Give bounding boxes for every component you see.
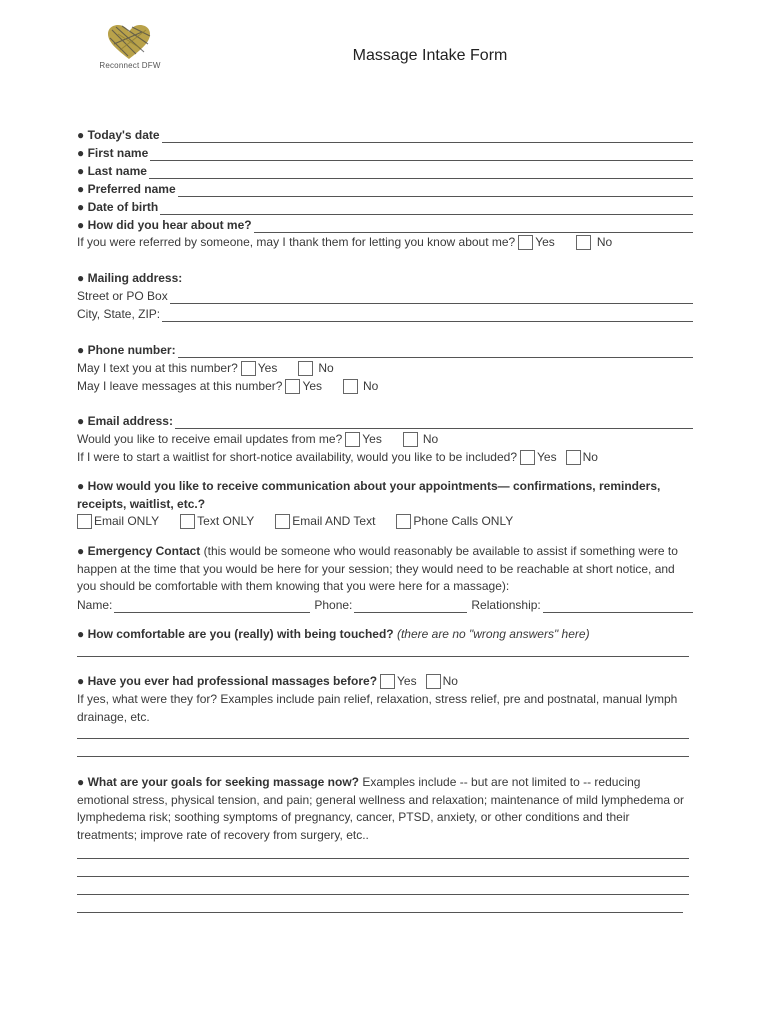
email-and-text-label: Email AND Text — [292, 514, 376, 528]
referral-question: If you were referred by someone, may I thank them for letting you know about me? — [77, 235, 516, 249]
email-updates-no-label: No — [422, 432, 439, 446]
goals-answer-line-4[interactable] — [77, 912, 683, 913]
emergency-name-label: Name: — [77, 598, 113, 612]
referral-row — [77, 234, 693, 250]
text-yes-label: Yes — [257, 361, 278, 375]
communication-heading-block — [77, 478, 692, 513]
city-label: City, State, ZIP: — [77, 307, 161, 321]
email-heading: ● Email address: — [77, 414, 173, 428]
todays-date-label: ● Today's date — [77, 128, 160, 142]
prior-no-label: No — [442, 674, 458, 688]
text-only-label: Text ONLY — [197, 514, 255, 528]
touch-note: (there are no "wrong answers" here) — [393, 627, 590, 641]
waitlist-row — [77, 449, 693, 465]
communication-options — [77, 513, 693, 529]
touch-block — [77, 626, 692, 644]
first-name-field[interactable] — [77, 145, 693, 161]
text-no-checkbox[interactable] — [298, 361, 313, 376]
message-question: May I leave messages at this number? — [77, 379, 283, 393]
message-no-checkbox[interactable] — [343, 379, 358, 394]
waitlist-yes-checkbox[interactable] — [520, 450, 535, 465]
emergency-fields-row — [77, 597, 693, 613]
emergency-block — [77, 543, 692, 596]
text-question: May I text you at this number? — [77, 361, 238, 375]
email-only-label: Email ONLY — [94, 514, 160, 528]
email-and-text-checkbox[interactable] — [275, 514, 290, 529]
message-yes-label: Yes — [302, 379, 323, 393]
referral-yes-checkbox[interactable] — [518, 235, 533, 250]
touch-answer-line[interactable] — [77, 656, 689, 657]
waitlist-no-label: No — [582, 450, 598, 464]
preferred-name-field[interactable] — [77, 181, 693, 197]
prior-yes-label: Yes — [397, 674, 417, 688]
waitlist-no-checkbox[interactable] — [566, 450, 581, 465]
todays-date-field[interactable] — [77, 127, 693, 143]
mailing-heading-row — [77, 270, 693, 286]
city-field[interactable] — [77, 306, 693, 322]
street-label: Street or PO Box — [77, 289, 168, 303]
text-only-checkbox[interactable] — [180, 514, 195, 529]
email-only-checkbox[interactable] — [77, 514, 92, 529]
prior-massage-row — [77, 673, 693, 689]
last-name-label: ● Last name — [77, 164, 147, 178]
emergency-relationship-label: Relationship: — [471, 598, 541, 612]
preferred-name-label: ● Preferred name — [77, 182, 176, 196]
goals-block — [77, 774, 692, 844]
message-yes-checkbox[interactable] — [285, 379, 300, 394]
emergency-relationship-input[interactable] — [543, 601, 693, 613]
message-permission-row — [77, 378, 693, 394]
text-yes-checkbox[interactable] — [241, 361, 256, 376]
email-updates-yes-label: Yes — [362, 432, 382, 446]
text-permission-row — [77, 360, 693, 376]
mailing-heading: ● Mailing address: — [77, 271, 183, 285]
dob-label: ● Date of birth — [77, 200, 159, 214]
goals-answer-line-3[interactable] — [77, 894, 689, 895]
text-no-label: No — [318, 361, 334, 375]
email-updates-yes-checkbox[interactable] — [345, 432, 360, 447]
hear-about-label: ● How did you hear about me? — [77, 218, 252, 232]
dob-field[interactable] — [77, 199, 693, 215]
goals-text: Examples include -- but are not limited to -- reducing emotional stress, physical tension, and pain; general wellness and relaxation; maintenance of mild lymphedema or lymphedema risk; soothing symptoms of pregnancy, cancer, PTSD, anxiety, or other conditions and their treatments; improve rate of recovery from surgery, etc.. — [77, 775, 685, 842]
emergency-text: (this would be someone who would reasonably be available to assist if something were to happen at the time that you would be here for your session; they would need to be reachable at short notice, and you should be comfortable with them knowing that you were here for a massage): — [77, 544, 678, 593]
prior-no-checkbox[interactable] — [426, 674, 441, 689]
phone-calls-only-checkbox[interactable] — [396, 514, 411, 529]
email-updates-no-checkbox[interactable] — [403, 432, 418, 447]
referral-no-label: No — [596, 235, 613, 249]
message-no-label: No — [363, 379, 379, 393]
communication-heading: ● How would you like to receive communication about your appointments— confirmations, reminders, receipts, waitlist, etc.? — [77, 479, 661, 511]
goals-answer-line-1[interactable] — [77, 858, 689, 859]
goals-answer-line-2[interactable] — [77, 876, 689, 877]
first-name-label: ● First name — [77, 146, 149, 160]
email-field[interactable] — [77, 413, 693, 429]
phone-heading: ● Phone number: — [77, 343, 176, 357]
page-title: Massage Intake Form — [352, 47, 508, 64]
prior-answer-line-2[interactable] — [77, 756, 689, 757]
phone-field[interactable] — [77, 342, 693, 358]
street-field[interactable] — [77, 288, 693, 304]
goals-heading: ● What are your goals for seeking massage now? — [77, 775, 359, 789]
prior-heading: ● Have you ever had professional massages before? — [77, 674, 378, 688]
brand-name: Reconnect DFW — [99, 61, 161, 70]
referral-yes-label: Yes — [535, 235, 555, 249]
emergency-name-input[interactable] — [114, 601, 310, 613]
emergency-phone-label: Phone: — [314, 598, 353, 612]
emergency-phone-input[interactable] — [354, 601, 467, 613]
prior-yes-checkbox[interactable] — [380, 674, 395, 689]
touch-heading: ● How comfortable are you (really) with being touched? — [77, 627, 394, 641]
email-updates-row — [77, 431, 693, 447]
phone-calls-only-label: Phone Calls ONLY — [413, 514, 514, 528]
referral-no-checkbox[interactable] — [576, 235, 591, 250]
email-updates-question: Would you like to receive email updates from me? — [77, 432, 343, 446]
waitlist-question: If I were to start a waitlist for short-notice availability, would you like to be included? — [77, 450, 517, 464]
emergency-heading: ● Emergency Contact — [77, 544, 201, 558]
prior-answer-line-1[interactable] — [77, 738, 689, 739]
prior-text: If yes, what were they for? Examples include pain relief, relaxation, stress relief, pre and postnatal, manual lymph drainage, etc. — [77, 692, 678, 724]
waitlist-yes-label: Yes — [537, 450, 557, 464]
last-name-field[interactable] — [77, 163, 693, 179]
hear-about-field[interactable] — [77, 217, 693, 233]
